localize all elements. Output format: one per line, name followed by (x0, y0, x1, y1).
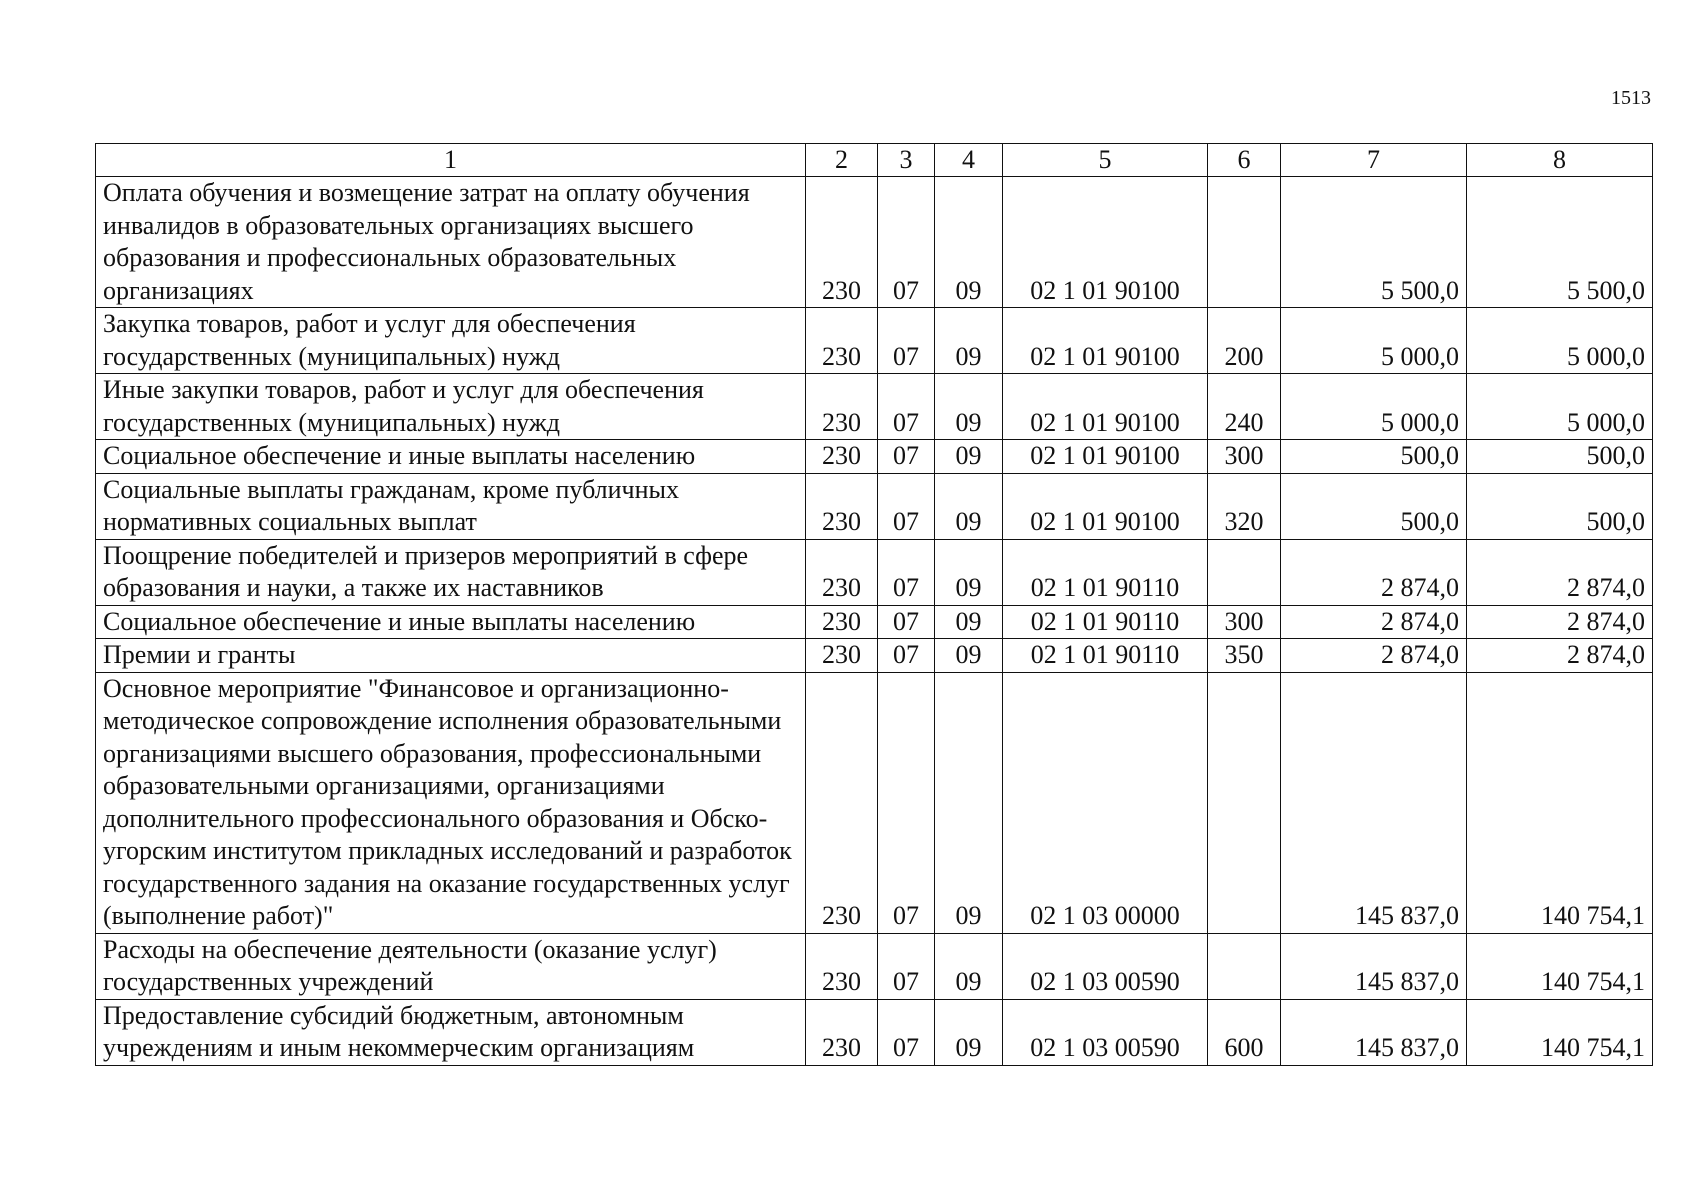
table-row (96, 374, 1653, 440)
section-code: 07 (878, 605, 935, 639)
column-header: 8 (1467, 144, 1653, 177)
amount-year-2: 140 754,1 (1467, 672, 1653, 933)
amount-year-1: 2 874,0 (1281, 539, 1467, 605)
subsection-code: 09 (935, 177, 1003, 308)
amount-year-2: 5 500,0 (1467, 177, 1653, 308)
amount-year-1: 145 837,0 (1281, 672, 1467, 933)
target-article-code: 02 1 03 00590 (1003, 933, 1208, 999)
ministry-code: 230 (806, 999, 878, 1065)
expense-name: Закупка товаров, работ и услуг для обеспечения государственных (муниципальных) нужд (96, 308, 806, 374)
target-article-code: 02 1 01 90110 (1003, 539, 1208, 605)
amount-year-2: 2 874,0 (1467, 639, 1653, 673)
subsection-code: 09 (935, 440, 1003, 474)
amount-year-1: 145 837,0 (1281, 933, 1467, 999)
column-header: 4 (935, 144, 1003, 177)
section-code: 07 (878, 308, 935, 374)
table-row (96, 177, 1653, 308)
amount-year-1: 2 874,0 (1281, 605, 1467, 639)
amount-year-1: 145 837,0 (1281, 999, 1467, 1065)
amount-year-1: 5 500,0 (1281, 177, 1467, 308)
subsection-code: 09 (935, 308, 1003, 374)
table-row (96, 440, 1653, 474)
expense-type-code (1208, 933, 1281, 999)
page-number: 1513 (1611, 87, 1651, 109)
expense-type-code: 240 (1208, 374, 1281, 440)
target-article-code: 02 1 01 90100 (1003, 308, 1208, 374)
ministry-code: 230 (806, 440, 878, 474)
amount-year-2: 140 754,1 (1467, 933, 1653, 999)
ministry-code: 230 (806, 933, 878, 999)
amount-year-2: 500,0 (1467, 440, 1653, 474)
subsection-code: 09 (935, 672, 1003, 933)
ministry-code: 230 (806, 605, 878, 639)
ministry-code: 230 (806, 308, 878, 374)
table-row (96, 672, 1653, 933)
section-code: 07 (878, 672, 935, 933)
target-article-code: 02 1 01 90100 (1003, 177, 1208, 308)
subsection-code: 09 (935, 473, 1003, 539)
table-row (96, 605, 1653, 639)
section-code: 07 (878, 639, 935, 673)
expense-name: Социальное обеспечение и иные выплаты населению (96, 605, 806, 639)
expense-type-code: 320 (1208, 473, 1281, 539)
table-row (96, 933, 1653, 999)
target-article-code: 02 1 01 90100 (1003, 440, 1208, 474)
section-code: 07 (878, 539, 935, 605)
column-header: 1 (96, 144, 806, 177)
expense-type-code: 300 (1208, 440, 1281, 474)
subsection-code: 09 (935, 605, 1003, 639)
expense-type-code (1208, 539, 1281, 605)
amount-year-2: 5 000,0 (1467, 374, 1653, 440)
ministry-code: 230 (806, 473, 878, 539)
expense-name: Оплата обучения и возмещение затрат на оплату обучения инвалидов в образовательных организациях высшего образования и профессиональных образовательных организациях (96, 177, 806, 308)
amount-year-2: 2 874,0 (1467, 539, 1653, 605)
section-code: 07 (878, 374, 935, 440)
subsection-code: 09 (935, 933, 1003, 999)
amount-year-1: 5 000,0 (1281, 374, 1467, 440)
ministry-code: 230 (806, 639, 878, 673)
expense-name: Основное мероприятие "Финансовое и организационно-методическое сопровождение исполнения образовательными организациями высшего образования, профессиональными образовательными организациями, организациями дополнительного профессионального образования и Обско-угорским институтом прикладных исследований и разработок государственного задания на оказание государственных услуг (выполнение работ)" (96, 672, 806, 933)
amount-year-1: 500,0 (1281, 473, 1467, 539)
expense-name: Поощрение победителей и призеров мероприятий в сфере образования и науки, а также их наставников (96, 539, 806, 605)
table-row (96, 999, 1653, 1065)
target-article-code: 02 1 01 90100 (1003, 374, 1208, 440)
expense-type-code: 600 (1208, 999, 1281, 1065)
section-code: 07 (878, 440, 935, 474)
column-header: 6 (1208, 144, 1281, 177)
column-header: 5 (1003, 144, 1208, 177)
section-code: 07 (878, 933, 935, 999)
expense-name: Иные закупки товаров, работ и услуг для обеспечения государственных (муниципальных) нужд (96, 374, 806, 440)
table-row (96, 308, 1653, 374)
ministry-code: 230 (806, 177, 878, 308)
target-article-code: 02 1 01 90110 (1003, 639, 1208, 673)
amount-year-2: 2 874,0 (1467, 605, 1653, 639)
column-header: 3 (878, 144, 935, 177)
amount-year-1: 5 000,0 (1281, 308, 1467, 374)
amount-year-2: 140 754,1 (1467, 999, 1653, 1065)
expense-name: Социальное обеспечение и иные выплаты населению (96, 440, 806, 474)
budget-table (95, 143, 1653, 1066)
expense-name: Премии и гранты (96, 639, 806, 673)
table-row (96, 639, 1653, 673)
target-article-code: 02 1 03 00590 (1003, 999, 1208, 1065)
ministry-code: 230 (806, 539, 878, 605)
expense-type-code: 350 (1208, 639, 1281, 673)
expense-name: Расходы на обеспечение деятельности (оказание услуг) государственных учреждений (96, 933, 806, 999)
column-header: 2 (806, 144, 878, 177)
subsection-code: 09 (935, 374, 1003, 440)
expense-name: Социальные выплаты гражданам, кроме публичных нормативных социальных выплат (96, 473, 806, 539)
amount-year-1: 2 874,0 (1281, 639, 1467, 673)
ministry-code: 230 (806, 672, 878, 933)
section-code: 07 (878, 177, 935, 308)
target-article-code: 02 1 01 90110 (1003, 605, 1208, 639)
table-row (96, 473, 1653, 539)
amount-year-2: 5 000,0 (1467, 308, 1653, 374)
target-article-code: 02 1 03 00000 (1003, 672, 1208, 933)
table-header-row (96, 144, 1653, 177)
expense-type-code: 300 (1208, 605, 1281, 639)
expense-type-code (1208, 177, 1281, 308)
column-header: 7 (1281, 144, 1467, 177)
table-row (96, 539, 1653, 605)
amount-year-2: 500,0 (1467, 473, 1653, 539)
amount-year-1: 500,0 (1281, 440, 1467, 474)
subsection-code: 09 (935, 639, 1003, 673)
ministry-code: 230 (806, 374, 878, 440)
expense-name: Предоставление субсидий бюджетным, автономным учреждениям и иным некоммерческим организациям (96, 999, 806, 1065)
subsection-code: 09 (935, 539, 1003, 605)
expense-type-code (1208, 672, 1281, 933)
target-article-code: 02 1 01 90100 (1003, 473, 1208, 539)
section-code: 07 (878, 473, 935, 539)
subsection-code: 09 (935, 999, 1003, 1065)
section-code: 07 (878, 999, 935, 1065)
expense-type-code: 200 (1208, 308, 1281, 374)
